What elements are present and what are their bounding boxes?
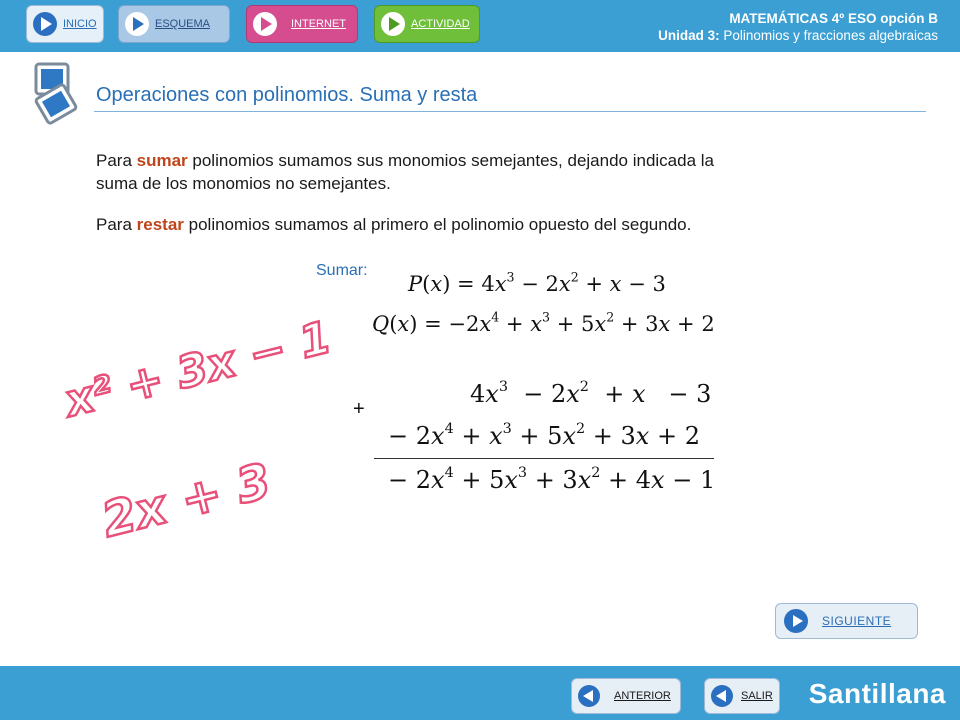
play-icon (784, 609, 808, 633)
exit-label: SALIR (741, 690, 773, 702)
nav-internet-button[interactable] (246, 5, 358, 43)
plus-sign: + (353, 398, 365, 420)
previous-label: ANTERIOR (614, 690, 671, 702)
unit-label: Unidad 3: (658, 28, 720, 43)
nav-esquema-button[interactable] (118, 5, 230, 43)
course-title: MATEMÁTICAS 4º ESO opción B (729, 11, 938, 26)
handwritten-text-2: 2x + 3 (96, 452, 277, 549)
text: polinomios sumamos al primero el polinomio opuesto del segundo. (183, 215, 692, 234)
play-icon (381, 12, 405, 36)
addend-row-1: $4x^3 - 2x^2 + x - 3$ (470, 379, 712, 408)
play-icon (253, 12, 277, 36)
nav-inicio-button[interactable] (26, 5, 104, 43)
exit-button[interactable] (704, 678, 780, 714)
polynomial-q: $Q(x) = -2x^4 + x^3 + 5x^2 + 3x + 2$ (372, 309, 715, 336)
text: Para (96, 151, 137, 170)
nav-internet-label: INTERNET (291, 18, 346, 30)
handwritten-text-1: x² + 3x − 1 (59, 311, 337, 428)
sum-paragraph (96, 149, 736, 195)
next-label: SIGUIENTE (822, 614, 892, 628)
previous-button[interactable] (571, 678, 681, 714)
sumar-label: Sumar: (316, 262, 368, 279)
nav-actividad-button[interactable] (374, 5, 480, 43)
addend-row-2: − $2x^4 + x^3 + 5x^2 + 3x + 2$ (388, 421, 700, 450)
page-icon (30, 60, 82, 130)
back-icon (711, 685, 733, 707)
page-title: Operaciones con polinomios. Suma y resta (96, 84, 478, 106)
handwritten-expression-1 (56, 311, 337, 428)
play-icon (125, 12, 149, 36)
title-divider (94, 111, 926, 112)
course-header (658, 10, 938, 44)
text: Para (96, 215, 137, 234)
nav-inicio-label: INICIO (63, 18, 97, 30)
subtract-paragraph (96, 213, 776, 236)
brand-logo: Santillana (808, 678, 946, 709)
polynomial-p: $P(x) = 4x^3 - 2x^2 + x - 3$ (408, 269, 666, 296)
sum-result: − $2x^4 + 5x^3 + 3x^2 + 4x - 1$ (388, 465, 716, 494)
back-icon (578, 685, 600, 707)
keyword-sumar: sumar (136, 151, 188, 170)
nav-esquema-label: ESQUEMA (155, 18, 211, 30)
keyword-restar: restar (136, 215, 184, 234)
next-button[interactable] (775, 603, 918, 639)
sum-line (374, 458, 714, 459)
text: polinomios sumamos sus monomios semejantes, dejando indicada la suma de los monomios no semejantes. (96, 151, 714, 193)
unit-title (658, 27, 938, 44)
nav-actividad-label: ACTIVIDAD (411, 18, 470, 30)
handwritten-expression-2 (96, 452, 277, 549)
play-icon (33, 12, 57, 36)
unit-name: Polinomios y fracciones algebraicas (723, 28, 938, 43)
